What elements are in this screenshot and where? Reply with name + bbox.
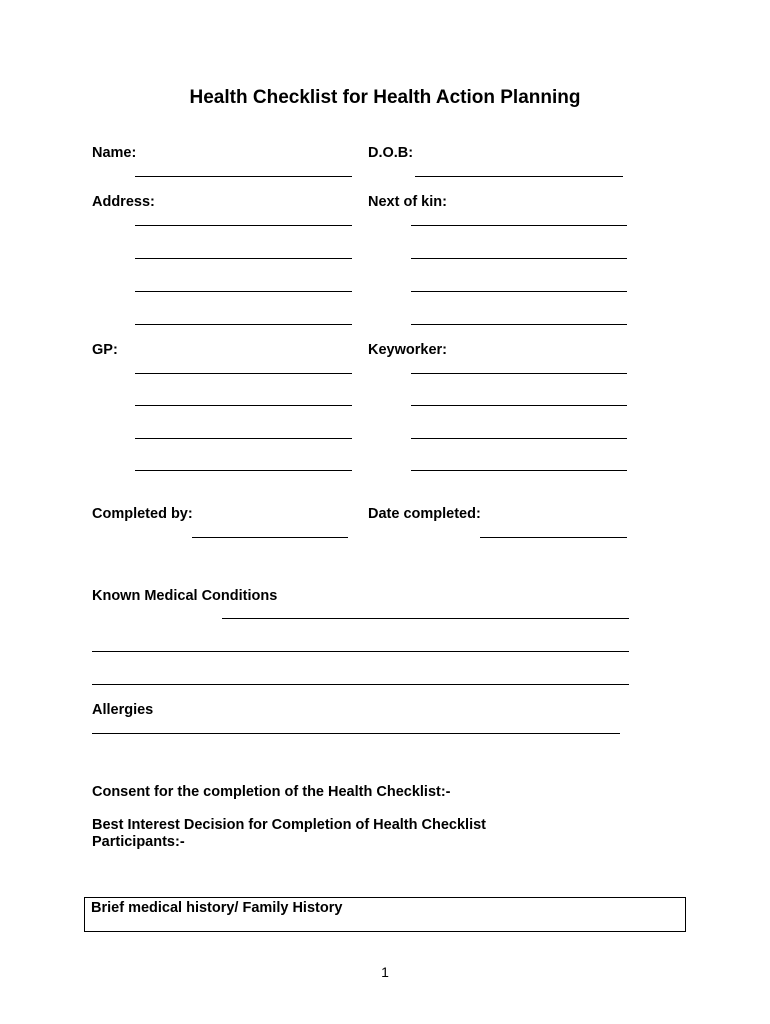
- next-of-kin-label: Next of kin:: [368, 194, 447, 210]
- next-of-kin-line-4[interactable]: [411, 324, 627, 325]
- medical-conditions-line-1[interactable]: [222, 618, 629, 619]
- medical-conditions-line-3[interactable]: [92, 684, 629, 685]
- allergies-label: Allergies: [92, 702, 154, 718]
- address-label: Address:: [92, 194, 155, 210]
- keyworker-label: Keyworker:: [368, 342, 447, 358]
- gp-line-4[interactable]: [135, 470, 352, 471]
- keyworker-line-3[interactable]: [411, 438, 627, 439]
- address-line-2[interactable]: [135, 258, 352, 259]
- allergies-line[interactable]: [92, 733, 620, 734]
- completed-by-label: Completed by:: [92, 506, 193, 522]
- medical-history-box[interactable]: [84, 897, 686, 932]
- dob-label: D.O.B:: [368, 145, 414, 161]
- name-label: Name:: [92, 145, 137, 161]
- medical-conditions-line-2[interactable]: [92, 651, 629, 652]
- keyworker-line-2[interactable]: [411, 405, 627, 406]
- address-line-1[interactable]: [135, 225, 352, 226]
- gp-line-1[interactable]: [135, 373, 352, 374]
- address-line-4[interactable]: [135, 324, 352, 325]
- consent-heading: Consent for the completion of the Health Checklist:-: [92, 784, 451, 800]
- address-line-3[interactable]: [135, 291, 352, 292]
- document-title: Health Checklist for Health Action Planning: [189, 87, 581, 108]
- gp-line-3[interactable]: [135, 438, 352, 439]
- completed-by-line[interactable]: [192, 537, 348, 538]
- next-of-kin-line-1[interactable]: [411, 225, 627, 226]
- dob-line[interactable]: [415, 176, 623, 177]
- known-medical-conditions-label: Known Medical Conditions: [92, 588, 278, 604]
- date-completed-line[interactable]: [480, 537, 627, 538]
- gp-line-2[interactable]: [135, 405, 352, 406]
- gp-label: GP:: [92, 342, 118, 358]
- keyworker-line-1[interactable]: [411, 373, 627, 374]
- best-interest-heading: Best Interest Decision for Completion of Health Checklist Participants:-: [92, 817, 486, 850]
- next-of-kin-line-2[interactable]: [411, 258, 627, 259]
- keyworker-line-4[interactable]: [411, 470, 627, 471]
- date-completed-label: Date completed:: [368, 506, 481, 522]
- medical-history-label: Brief medical history/ Family History: [91, 900, 343, 916]
- name-line[interactable]: [135, 176, 352, 177]
- next-of-kin-line-3[interactable]: [411, 291, 627, 292]
- page-number: 1: [381, 964, 389, 980]
